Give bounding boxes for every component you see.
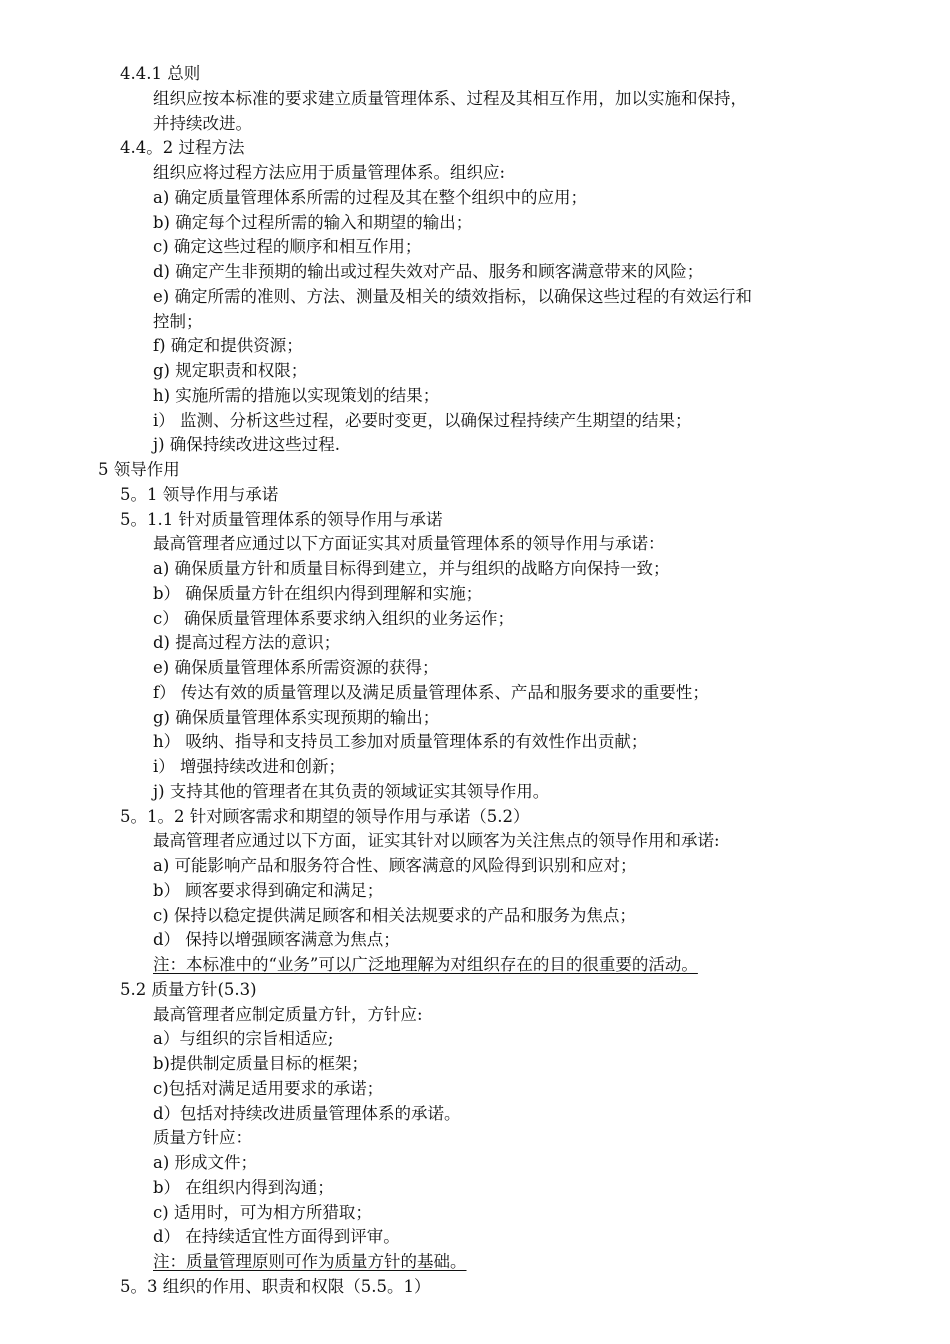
body-text-line: b） 顾客要求得到确定和满足；	[153, 880, 384, 900]
body-text-line: h) 实施所需的措施以实现策划的结果；	[153, 385, 440, 405]
body-text-line: g) 确保质量管理体系实现预期的输出；	[153, 707, 440, 727]
body-text-line: d) 确定产生非预期的输出或过程失效对产品、服务和顾客满意带来的风险；	[153, 262, 704, 281]
body-text-line: 注：质量管理原则可作为质量方针的基础。	[153, 1252, 467, 1271]
body-text-line: d） 保持以增强顾客满意为焦点；	[153, 930, 400, 950]
section-heading: 5。3 组织的作用、职责和权限（5.5。1）	[120, 1276, 431, 1296]
section-heading: 5.2 质量方针(5.3)	[120, 979, 257, 999]
body-text-line: a）与组织的宗旨相适应;	[153, 1029, 334, 1049]
body-text-line: c) 适用时，可为相方所猎取；	[153, 1202, 372, 1222]
body-text-line: a) 确定质量管理体系所需的过程及其在整个组织中的应用；	[153, 187, 588, 207]
body-text-line: 最高管理者应通过以下方面证实其对质量管理体系的领导作用与承诺：	[153, 534, 665, 554]
body-text-line: j) 确保持续改进这些过程.	[153, 435, 341, 455]
body-text-line: 最高管理者应通过以下方面，证实其针对以顾客为关注焦点的领导作用和承诺:	[153, 831, 720, 851]
body-text-line: c) 保持以稳定提供满足顾客和相关法规要求的产品和服务为焦点；	[153, 905, 636, 925]
document-page	[0, 62, 950, 1300]
body-text-line: 最高管理者应制定质量方针，方针应:	[153, 1004, 423, 1024]
body-text-line: 组织应将过程方法应用于质量管理体系。组织应:	[153, 163, 506, 182]
body-text-line: f） 传达有效的质量管理以及满足质量管理体系、产品和服务要求的重要性；	[153, 682, 709, 702]
body-text-line: j) 支持其他的管理者在其负责的领域证实其领导作用。	[153, 781, 550, 801]
body-text-line: a) 形成文件；	[153, 1153, 258, 1172]
body-text-line: 组织应按本标准的要求建立质量管理体系、过程及其相互作用，加以实施和保持，	[153, 88, 747, 108]
body-text-line: i） 监测、分析这些过程，必要时变更，以确保过程持续产生期望的结果；	[153, 410, 692, 430]
section-heading: 5。1 领导作用与承诺	[120, 484, 279, 504]
body-text-line: a) 确保质量方针和质量目标得到建立，并与组织的战略方向保持一致；	[153, 559, 670, 578]
body-text-line: c） 确保质量管理体系要求纳入组织的业务运作；	[153, 608, 514, 628]
body-text-line: b） 确保质量方针在组织内得到理解和实施；	[153, 583, 483, 603]
section-heading: 4.4。2 过程方法	[120, 138, 245, 158]
body-text-line: e) 确保质量管理体系所需资源的获得；	[153, 658, 439, 677]
section-heading: 5。1。2 针对顾客需求和期望的领导作用与承诺（5.2）	[120, 806, 530, 826]
body-text-line: 注：本标准中的“业务”可以广泛地理解为对组织存在的目的很重要的活动。	[153, 955, 698, 974]
body-text-line: f) 确定和提供资源；	[153, 336, 303, 356]
body-text-line: i） 增强持续改进和创新；	[153, 757, 346, 776]
body-text-line: d) 提高过程方法的意识；	[153, 633, 341, 653]
body-text-line: b) 确定每个过程所需的输入和期望的输出；	[153, 212, 473, 232]
body-text-line: 并持续改进。	[153, 113, 252, 133]
body-text-line: c)包括对满足适用要求的承诺；	[153, 1078, 384, 1098]
body-text-line: d） 在持续适宜性方面得到评审。	[153, 1227, 400, 1247]
body-text-line: c) 确定这些过程的顺序和相互作用；	[153, 237, 422, 257]
body-text-line: d）包括对持续改进质量管理体系的承诺。	[153, 1103, 461, 1123]
body-text-line: b)提供制定质量目标的框架；	[153, 1054, 368, 1073]
body-text-line: g) 规定职责和权限；	[153, 361, 308, 380]
document-body	[0, 62, 950, 1300]
section-heading: 4.4.1 总则	[120, 64, 201, 83]
body-text-line: b） 在组织内得到沟通；	[153, 1177, 334, 1197]
section-heading: 5。1.1 针对质量管理体系的领导作用与承诺	[120, 509, 443, 529]
body-text-line: 质量方针应：	[153, 1128, 252, 1148]
body-text-line: h） 吸纳、指导和支持员工参加对质量管理体系的有效性作出贡献；	[153, 732, 648, 752]
body-text-line: e) 确定所需的准则、方法、测量及相关的绩效指标，以确保这些过程的有效运行和	[153, 286, 752, 306]
chapter-heading: 5 领导作用	[98, 460, 180, 479]
body-text-line: 控制；	[153, 311, 203, 331]
body-text-line: a) 可能影响产品和服务符合性、顾客满意的风险得到识别和应对；	[153, 856, 637, 875]
